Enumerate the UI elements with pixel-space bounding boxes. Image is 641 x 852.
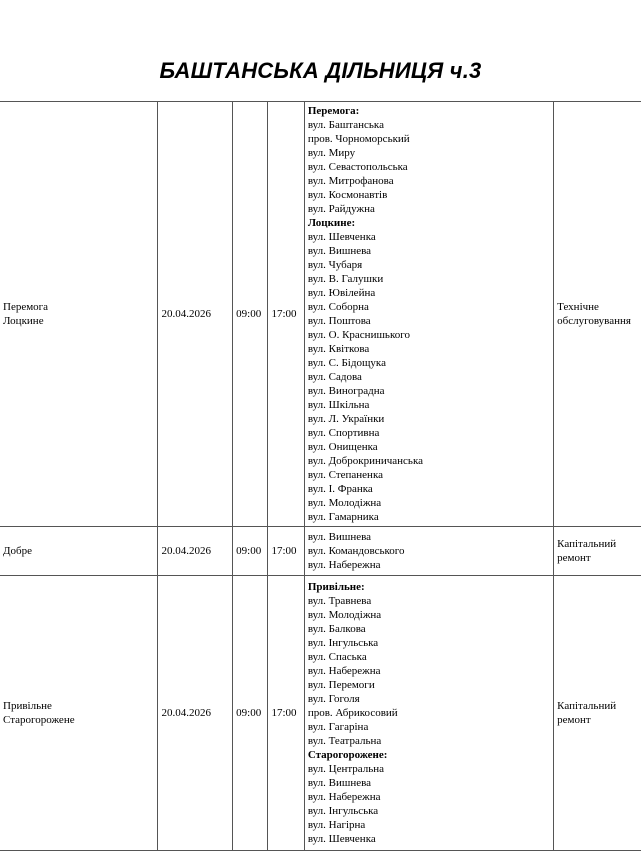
work-type-line: Капітальний [557,700,617,712]
settlement-name: Лоцкине [3,315,44,327]
work-type-cell [554,527,641,576]
street-item: вул. Набережна [307,559,381,571]
work-type-line: ремонт [557,714,591,726]
street-group-title: Лоцкине: [307,217,356,229]
street-item: вул. Райдужна [307,203,375,215]
settlement-name: Добре [3,545,32,557]
end-time-cell: 17:00 [268,102,304,527]
street-item: вул. Миру [307,147,356,159]
street-item: вул. Доброкриничанська [307,455,424,467]
street-item: вул. Шевченка [307,833,376,845]
date-cell: 20.04.2026 [158,102,233,527]
street-item: вул. Набережна [307,791,381,803]
street-item: вул. Вишнева [307,531,372,543]
street-item: вул. Поштова [307,315,371,327]
street-item: вул. Нагірна [307,819,366,831]
street-item: вул. Шевченка [307,231,376,243]
schedule-table [0,101,641,851]
street-item: вул. Травнева [307,595,372,607]
street-item: вул. Вишнева [307,777,372,789]
date-cell: 20.04.2026 [158,576,233,851]
work-type-cell [554,576,641,851]
street-item: вул. Митрофанова [307,175,394,187]
street-item: вул. Баштанська [307,119,384,131]
street-item: вул. Садова [307,371,362,383]
start-time-cell: 09:00 [233,576,268,851]
work-type-line: Капітальний [557,538,617,550]
street-item: вул. Гамарника [307,511,379,523]
street-item: вул. Чубаря [307,259,363,271]
street-item: вул. Квіткова [307,343,370,355]
streets-cell [304,576,553,851]
street-item: вул. Балкова [307,623,366,635]
schedule-body [0,102,641,851]
street-item: вул. Набережна [307,665,381,677]
street-item: вул. Спортивна [307,427,380,439]
settlement-name: Старогорожене [3,714,75,726]
table-row [0,576,641,851]
street-item: вул. Вишнева [307,245,372,257]
settlement-name: Привільне [3,700,52,712]
street-group-title: Привільне: [307,581,365,593]
street-item: вул. Степаненка [307,469,384,481]
street-item: вул. Командовського [307,545,405,557]
streets-cell [304,527,553,576]
work-type-line: обслуговування [557,315,631,327]
end-time-cell: 17:00 [268,576,304,851]
street-item: вул. Севастопольська [307,161,408,173]
street-item: пров. Абрикосовий [307,707,398,719]
settlement-name: Перемога [3,301,49,313]
street-item: вул. Перемоги [307,679,375,691]
settlement-cell [0,576,158,851]
street-item: вул. Інгульська [307,637,379,649]
street-item: вул. Центральна [307,763,385,775]
table-row [0,102,641,527]
street-group-title: Старогорожене: [307,749,388,761]
street-item: вул. В. Галушки [307,273,384,285]
page-title: БАШТАНСЬКА ДІЛЬНИЦЯ ч.3 [159,58,482,83]
street-item: вул. Гоголя [307,693,360,705]
street-item: вул. Л. Українки [307,413,385,425]
street-item: вул. Виноградна [307,385,385,397]
start-time-cell: 09:00 [233,102,268,527]
work-type-cell [554,102,641,527]
street-group-title: Перемога: [307,105,360,117]
streets-cell [304,102,553,527]
street-item: вул. Гагаріна [307,721,369,733]
street-item: вул. Шкільна [307,399,370,411]
settlement-cell [0,102,158,527]
street-item: вул. Молодіжна [307,497,382,509]
start-time-cell: 09:00 [233,527,268,576]
street-item: вул. Спаська [307,651,367,663]
street-item: вул. С. Бідощука [307,357,386,369]
street-item: вул. Інгульська [307,805,379,817]
street-item: вул. Театральна [307,735,382,747]
table-row [0,527,641,576]
street-item: вул. Ювілейна [307,287,376,299]
street-item: вул. Космонавтів [307,189,388,201]
work-type-line: ремонт [557,552,591,564]
street-item: вул. Соборна [307,301,369,313]
date-cell: 20.04.2026 [158,527,233,576]
settlement-cell [0,527,158,576]
street-item: вул. І. Франка [307,483,373,495]
work-type-line: Технічне [557,301,599,313]
street-item: вул. О. Краснишького [307,329,410,341]
street-item: вул. Онищенка [307,441,378,453]
street-item: пров. Чорноморський [307,133,410,145]
street-item: вул. Молодіжна [307,609,382,621]
end-time-cell: 17:00 [268,527,304,576]
